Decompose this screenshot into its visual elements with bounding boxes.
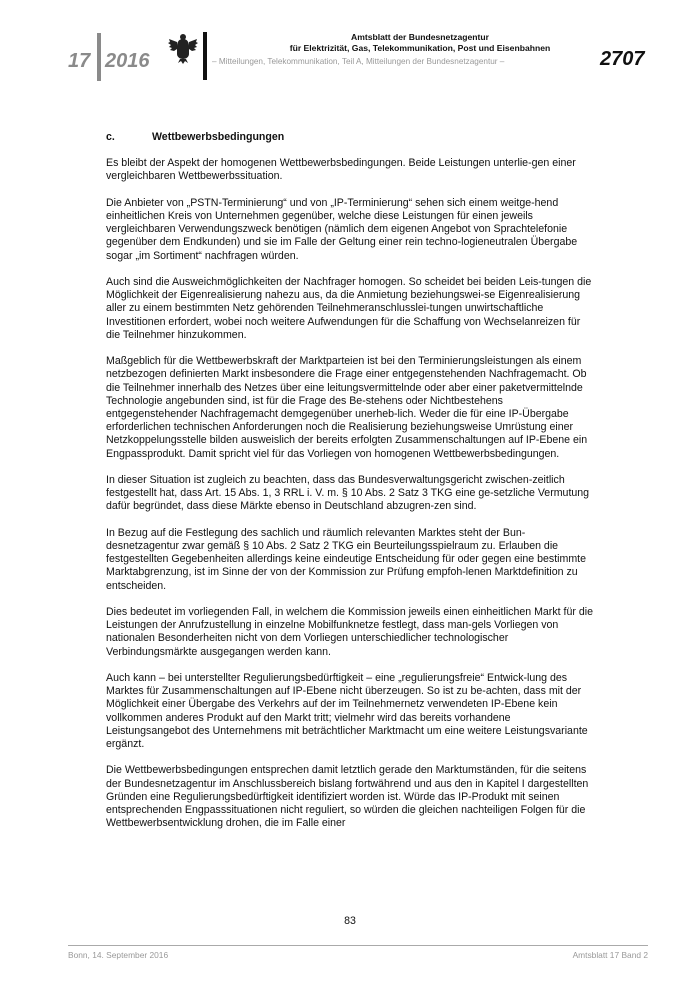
- federal-eagle-icon: [168, 30, 198, 64]
- emblem-divider: [203, 32, 207, 80]
- paragraph: Dies bedeutet im vorliegenden Fall, in welchem die Kommission jeweils einen einheitlichen Markt für die Leistungen der Anrufzustellung in einzelne Mobilfunknetze festlegt, dass man-gels Vorliegen von nationalen Besonderheiten nicht von dem Vorliegen unterschiedlicher technologischer Verbindungsmärkte ausgegangen werden kann.: [106, 606, 593, 658]
- issue-year: 2016: [105, 50, 150, 72]
- paragraph: In dieser Situation ist zugleich zu beachten, dass das Bundesverwaltungsgericht zwischen-zeitlich festgestellt hat, dass Art. 15 Abs. 1, 3 RRL i. V. m. § 10 Abs. 2 Satz 3 TKG eine ge-setzliche Vermutung dafür begründet, dass diese Märkte ebenso in Deutschland abzugren-zen sind.: [106, 474, 590, 513]
- issue-number: 17: [68, 50, 91, 72]
- paragraph: Auch sind die Ausweichmöglichkeiten der Nachfrager homogen. So scheidet bei beiden Leis-tungen die Möglichkeit der Eigenrealisierung nahezu aus, da die Anmietung beziehungswei-se Eigenrealisierung aller zu einem bestimmten Netz gehörenden Teilnehmeranschlusslei-tungen unwirtschaftliche Investitionen erfordert, wobei noch weitere Aufwendungen für die Schaffung von Wechselanreizen für die Teilnehmer hinzukommen.: [106, 276, 592, 341]
- header-page-number: 2707: [600, 48, 645, 70]
- paragraph: In Bezug auf die Festlegung des sachlich und räumlich relevanten Marktes steht der Bun-desnetzagentur zwar gemäß § 10 Abs. 2 Satz 2 TKG ein Beurteilungsspielraum zu. Erlauben die festgestellten Gegebenheiten allerdings keine eindeutige Entscheidung für oder gegen eine bestimmte Marktabgrenzung, ist im Sinne der von der Kommission zur Prüfung empfoh-lenen Marktdefinition zu entscheiden.: [106, 526, 586, 592]
- paragraph: Die Anbieter von „PSTN-Terminierung“ und von „IP-Terminierung“ sehen sich einem weitge-hend einheitlichen Kreis von Unternehmen gegenüber, welche diese Leistungen für einen jeweils vergleichbaren Verwendungszweck benötigen (nämlich dem eigenen Angebot von Sprachtelefonie gegenüber dem Endkunden) und sie im Falle der Geltung einer rein techno-logieneutralen Übergabe sogar „im Sortiment“ nachfragen würden.: [106, 196, 578, 262]
- publication-title-line2: für Elektrizität, Gas, Telekommunikation, Post und Eisenbahnen: [289, 43, 551, 53]
- section-letter: c.: [106, 131, 115, 143]
- section-heading: [106, 131, 594, 144]
- section-title: Wettbewerbsbedingungen: [152, 131, 285, 143]
- page-number: 83: [344, 915, 356, 927]
- publication-title: Amtsblatt der Bundesnetzagentur: [351, 32, 489, 42]
- paragraph: Es bleibt der Aspekt der homogenen Wettbewerbsbedingungen. Beide Leistungen unterlie-gen einer vergleichbaren Wettbewerbssituation.: [106, 157, 576, 183]
- paragraph: Auch kann – bei unterstellter Regulierungsbedürftigkeit – eine „regulierungsfreie“ Entwick-lung des Marktes für Zusammenschaltungen auf IP-Ebene nicht überzeugen. So ist zu be-achten, dass mit der Möglichkeit einer Übergabe des Verkehrs auf der im Teilnehmernetz verwendeten IP-Ebene kein vollkommen anderes Produkt auf den Markt tritt; vielmehr wird das bereits vorhandene Leistungsangebot des Unternehmens mit beträchtlicher Marktmacht um eine weitere Leistungsvariante ergänzt.: [106, 672, 588, 751]
- paragraph: Maßgeblich für die Wettbewerbskraft der Marktparteien ist bei den Terminierungsleistungen als einem netzbezogen definierten Markt insbesondere die Frage einer entgegenstehenden Nachfragemacht. Ob die Teilnehmer innerhalb des Netzes über eine leitungsvermittelnde oder aber einer paketvermittelnde Technologie angebunden sind, ist für die Frage des Be-stehens oder Nichtbestehens entgegenstehender Nachfragemacht demgegenüber unerheb-lich. Weder die für eine IP-Übergabe erforderlichen technischen Anforderungen noch die Realisierung beziehungsweise Umrüstung einer Netzkoppelungsstelle bilden ausweislich der bereits erfolgten Zusammenschaltungen auf IP-Ebene ein Engpassprodukt. Damit spricht viel für das Vorliegen von homogenen Wettbewerbsbedingungen.: [106, 355, 588, 460]
- footer-issue: Amtsblatt 17 Band 2: [572, 950, 648, 960]
- page-header: [0, 0, 700, 90]
- paragraph: Die Wettbewerbsbedingungen entsprechen damit letztlich gerade den Marktumständen, für die seitens der Bundesnetzagentur im Anschlussbereich bislang fortwährend und aus den in Kapitel I dargestellten Gründen eine Regulierungsbedürftigkeit identifiziert worden ist. Würde das IP-Produkt mit seinen entsprechenden Engpasssituationen nicht reguliert, so würden die gleichen nachteiligen Folgen für die Wettbewerbsentwicklung drohen, die im Falle einer: [106, 764, 589, 830]
- publication-subtitle: – Mitteilungen, Telekommunikation, Teil A, Mitteilungen der Bundesnetzagentur –: [212, 57, 505, 66]
- footer-date: Bonn, 14. September 2016: [68, 950, 169, 960]
- footer-divider: [68, 945, 648, 946]
- issue-divider: [97, 33, 101, 81]
- document-body: [106, 131, 594, 844]
